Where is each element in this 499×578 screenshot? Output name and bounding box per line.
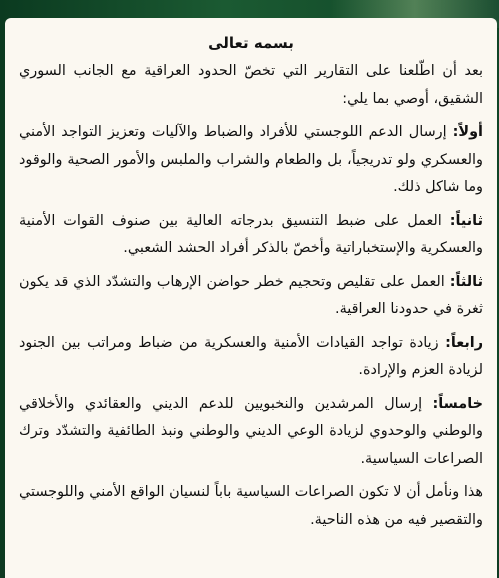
item-second-label: ثانياً: bbox=[449, 212, 483, 229]
item-first bbox=[19, 119, 483, 202]
item-second-text: العمل على ضبط التنسيق بدرجاته العالية بين صنوف القوات الأمنية والعسكرية والإستخباراتية وأخصّ بالذكر أفراد الحشد الشعبي. bbox=[19, 212, 483, 256]
item-fifth-text: إرسال المرشدين والنخبويين للدعم الديني والعقائدي والأخلاقي والوطني والوحدوي لزيادة الوعي الديني والوطني ونبذ الطائفية والتشدّد وترك الصراعات السياسية. bbox=[19, 395, 483, 467]
item-first-text: إرسال الدعم اللوجستي للأفراد والضباط والآليات وتعزيز التواجد الأمني والعسكري ولو تدريجياً، بل والطعام والشراب والملبس والأمور الصحية والوقود وما شاكل ذلك. bbox=[19, 124, 483, 195]
item-fourth-text: زيادة تواجد القيادات الأمنية والعسكرية من ضباط ومراتب بين الجنود لزيادة العزم والإرادة. bbox=[19, 334, 483, 378]
closing-paragraph: هذا ونأمل أن لا تكون الصراعات السياسية باباً لنسيان الواقع الأمني واللوجستي والتقصير فيه من هذه الناحية. bbox=[19, 484, 483, 528]
item-fourth-label: رابعاً: bbox=[445, 334, 483, 351]
item-third-text: العمل على تقليص وتحجيم خطر حواضن الإرهاب والتشدّد الذي قد يكون ثغرة في حدودنا العراقية. bbox=[19, 273, 483, 317]
document-page bbox=[5, 18, 497, 578]
document-heading: بسمه تعالى bbox=[208, 34, 294, 52]
document-body bbox=[19, 58, 483, 534]
item-second bbox=[19, 208, 483, 263]
item-third bbox=[19, 269, 483, 324]
intro-paragraph: بعد أن اطّلعنا على التقارير التي تخصّ الحدود العراقية مع الجانب السوري الشقيق، أوصي بما يلي: bbox=[19, 63, 483, 107]
item-fifth bbox=[19, 391, 483, 474]
item-third-label: ثالثاً: bbox=[449, 273, 483, 290]
item-fifth-label: خامساً: bbox=[432, 395, 483, 412]
item-first-label: أولاً: bbox=[452, 124, 483, 140]
item-fourth bbox=[19, 330, 483, 385]
